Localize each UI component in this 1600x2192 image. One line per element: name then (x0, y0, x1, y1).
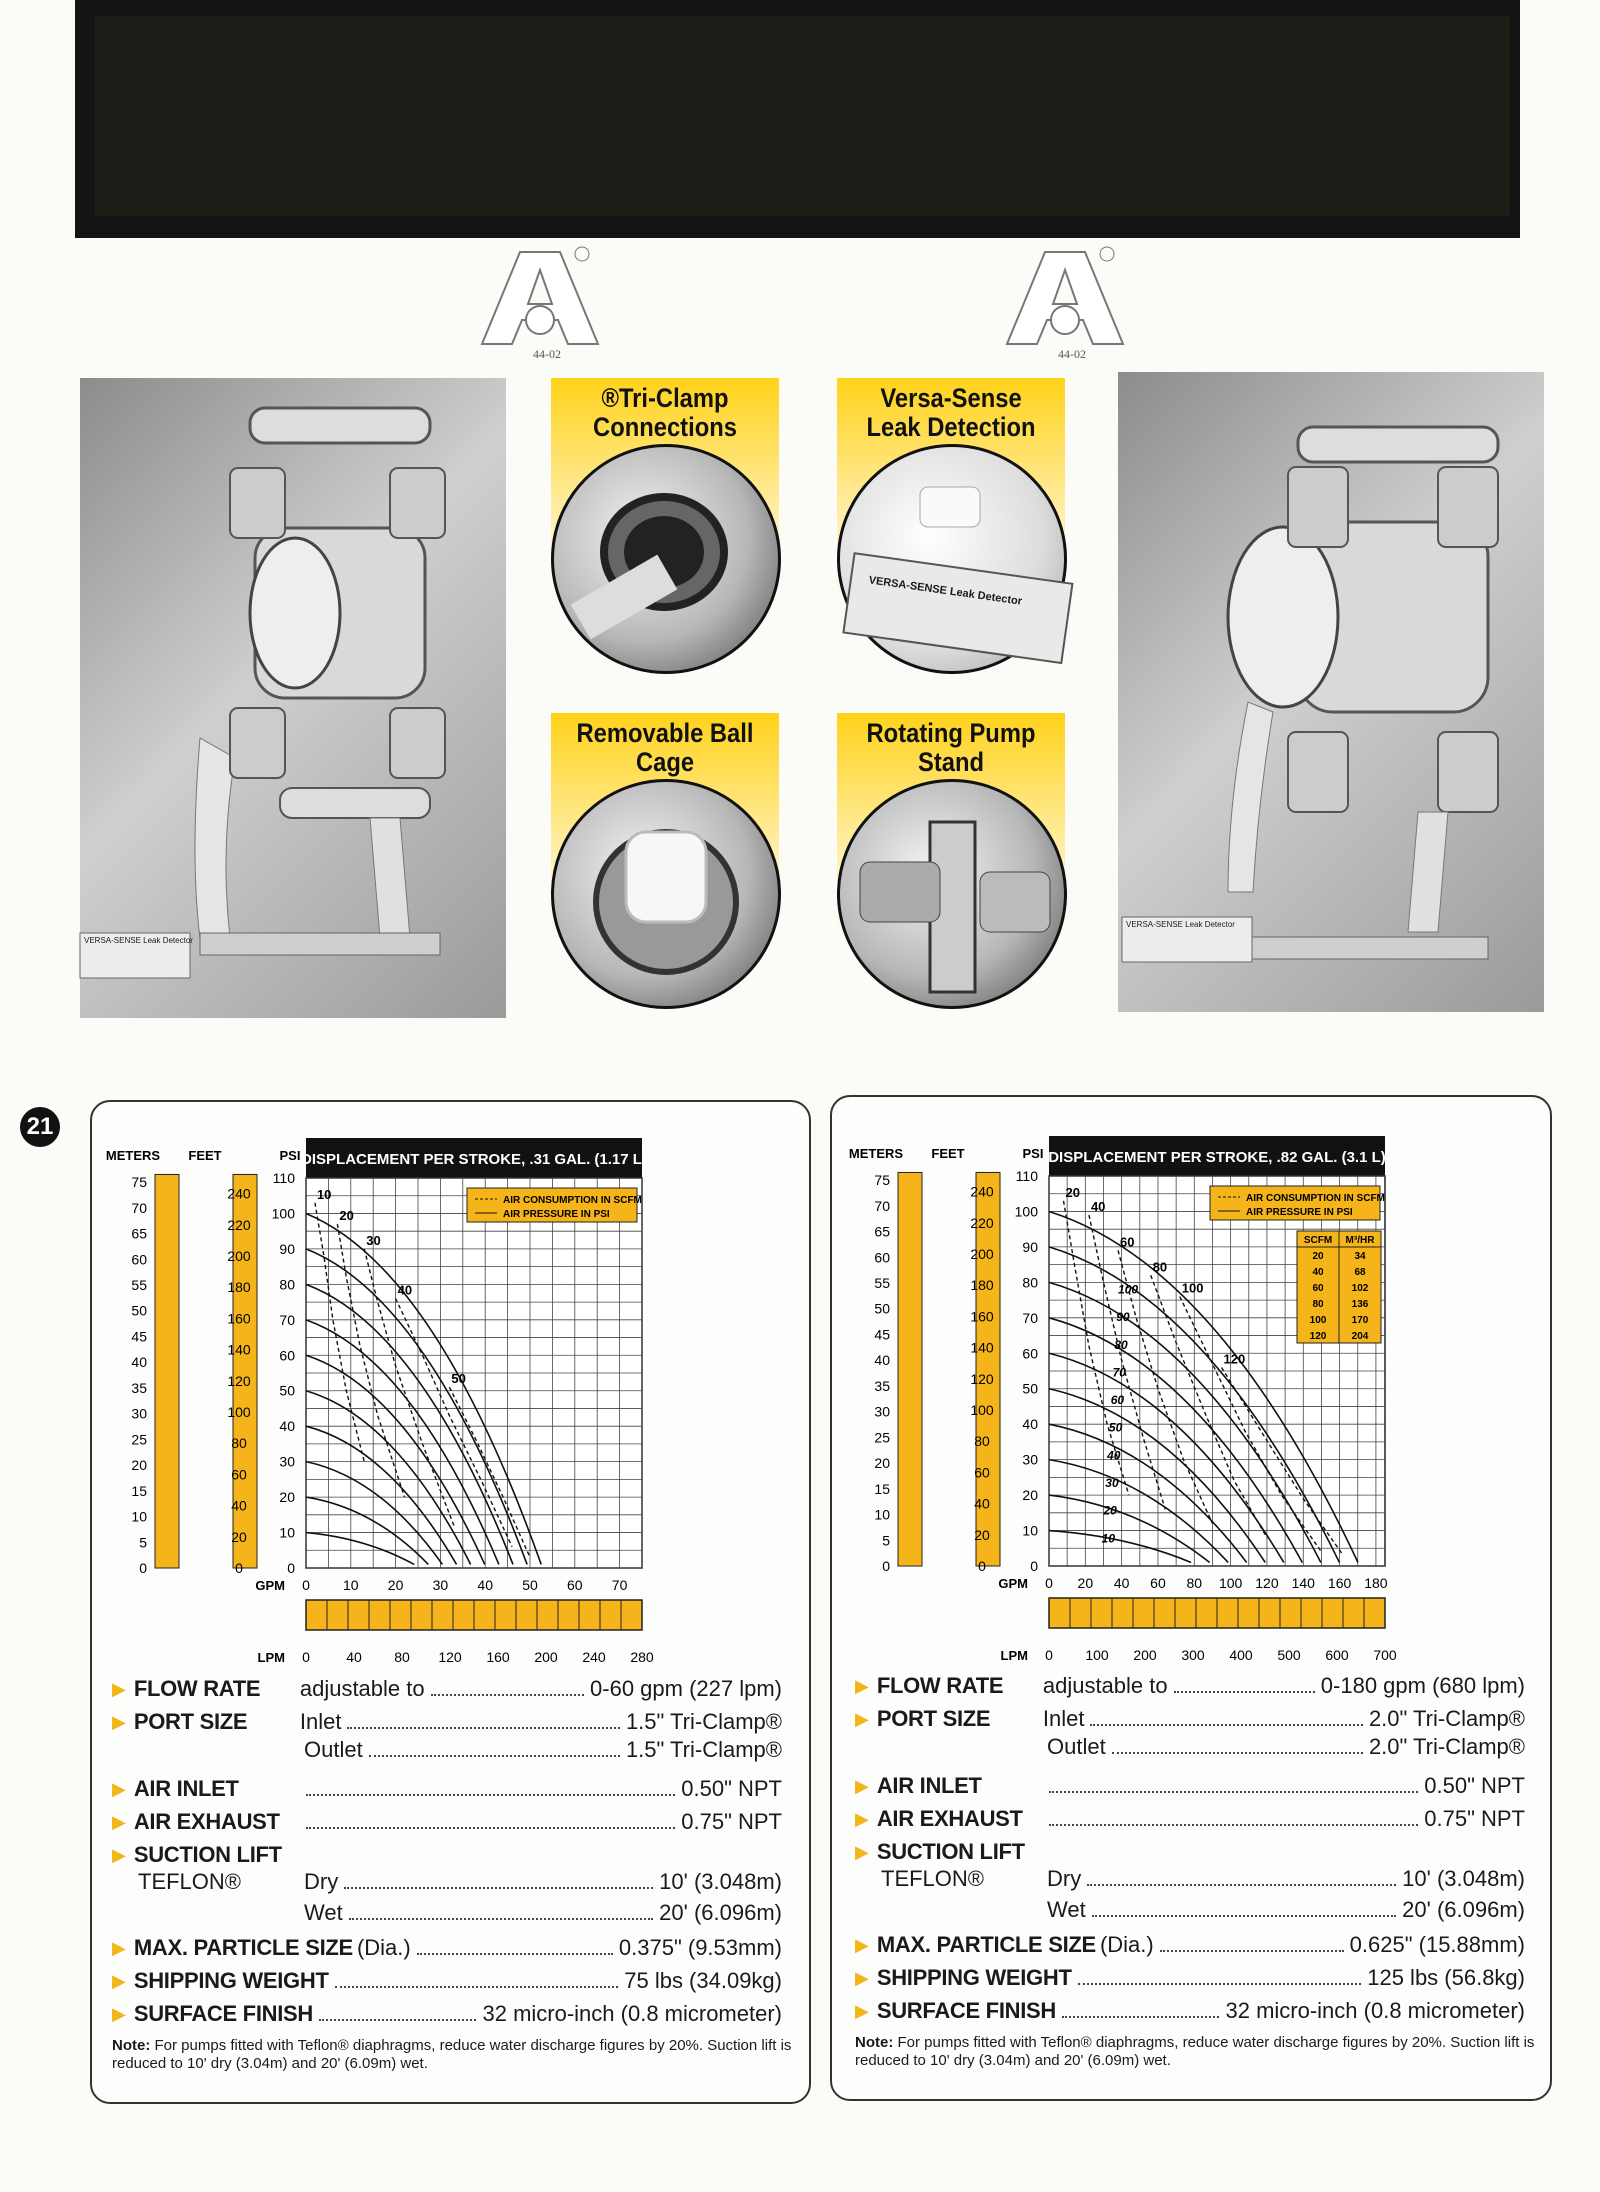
leak-detector-photo-icon (837, 444, 1067, 674)
psi-tick-label: 90 (1022, 1238, 1038, 1255)
pressure-curve-label: 50 (1108, 1420, 1123, 1435)
feet-tick-label: 80 (231, 1435, 247, 1452)
air-curve-label: 10 (316, 1186, 332, 1202)
feet-tick-label: 0 (235, 1560, 243, 1576)
y-axis-label: PSI (279, 1148, 301, 1163)
meters-scale-bar (155, 1174, 179, 1568)
meters-tick-label: 50 (874, 1300, 890, 1317)
air-curve-label: 30 (366, 1232, 381, 1248)
meters-tick-label: 70 (131, 1199, 147, 1216)
spec-label: AIR EXHAUST (876, 1806, 1023, 1831)
logo-code: 44-02 (533, 347, 561, 361)
note-text: For pumps fitted with Teflon® diaphragms, reduce water discharge figures by 20%. Suction lift is reduced to 10' dry (3.04m) and 20' (6.09m) wet. (112, 2037, 792, 2072)
spec-label: PORT SIZE (133, 1709, 248, 1734)
dot-leader (1092, 1915, 1396, 1917)
y-axis-label: FEET (931, 1146, 965, 1161)
meters-tick-label: 60 (131, 1251, 147, 1268)
x-tick-label: 0 (1045, 1575, 1053, 1591)
legend-item: AIR PRESSURE IN PSI (503, 1209, 610, 1220)
dot-leader (347, 1727, 620, 1729)
dot-leader (335, 1986, 619, 1988)
pump-stand-photo-icon (837, 779, 1067, 1009)
meters-tick-label: 40 (874, 1352, 890, 1369)
spec-value: 0.75" NPT (1424, 1806, 1525, 1831)
air-curve-label: 120 (1223, 1351, 1246, 1367)
meters-tick-label: 35 (131, 1379, 147, 1396)
x2-tick-label: 500 (1277, 1647, 1301, 1663)
spec-sublabel: Outlet (1047, 1734, 1106, 1759)
feet-tick-label: 100 (970, 1402, 994, 1418)
air-curve-label: 40 (1090, 1199, 1106, 1214)
psi-tick-label: 0 (287, 1560, 295, 1576)
x-tick-label: 180 (1364, 1575, 1388, 1591)
meters-tick-label: 75 (874, 1172, 890, 1189)
bullet-triangle-icon: ▶ (855, 1935, 869, 1955)
x-tick-label: 30 (432, 1577, 449, 1593)
bullet-triangle-icon: ▶ (855, 1809, 869, 1829)
note-text: For pumps fitted with Teflon® diaphragms, reduce water discharge figures by 20%. Suction lift is reduced to 10' dry (3.04m) and 20' (6.09m) wet. (855, 2034, 1535, 2069)
psi-tick-label: 100 (271, 1205, 295, 1222)
spec-sublabel: Inlet (299, 1709, 342, 1734)
feet-tick-label: 120 (970, 1370, 994, 1387)
x-tick-label: 40 (1113, 1575, 1130, 1591)
feature-title: Rotating Pump Stand (866, 718, 1036, 777)
feet-tick-label: 60 (974, 1464, 990, 1481)
meters-tick-label: 50 (131, 1302, 147, 1319)
feature-ball-cage (551, 713, 779, 1003)
feet-tick-label: 140 (970, 1339, 994, 1356)
feature-rotating-stand (837, 713, 1065, 1003)
psi-tick-label: 30 (1022, 1451, 1038, 1468)
psi-tick-label: 40 (1022, 1416, 1038, 1433)
spec-label: SURFACE FINISH (133, 2001, 313, 2026)
meters-tick-label: 70 (874, 1197, 890, 1214)
x-tick-label: 40 (477, 1577, 493, 1593)
x2-tick-label: 160 (486, 1649, 510, 1665)
dot-leader (1049, 1824, 1418, 1826)
pressure-curve-label: 90 (1116, 1310, 1130, 1325)
conversion-table-cell: 80 (1312, 1299, 1324, 1310)
3a-logo-left (470, 240, 610, 365)
psi-tick-label: 10 (279, 1524, 295, 1541)
psi-tick-label: 90 (279, 1240, 295, 1257)
psi-tick-label: 70 (1022, 1309, 1038, 1326)
y-axis-label: FEET (188, 1148, 222, 1163)
bullet-triangle-icon: ▶ (112, 1845, 126, 1865)
x-tick-label: 50 (522, 1577, 538, 1593)
conversion-table-cell: 136 (1351, 1299, 1369, 1310)
psi-tick-label: 80 (279, 1276, 295, 1293)
pressure-curve-label: 30 (1105, 1476, 1119, 1491)
x2-tick-label: 600 (1325, 1647, 1349, 1663)
legend-item: AIR CONSUMPTION IN SCFM (503, 1195, 642, 1206)
pressure-curve-label: 40 (1107, 1448, 1121, 1463)
x2-tick-label: 280 (630, 1649, 654, 1665)
feet-tick-label: 20 (231, 1528, 247, 1545)
3a-logo-right (995, 240, 1135, 365)
tri-clamp-photo-icon (551, 444, 781, 674)
meters-tick-label: 55 (131, 1277, 147, 1294)
spec-value: 0.75" NPT (681, 1809, 782, 1834)
x-tick-label: 60 (567, 1577, 583, 1593)
air-curve-label: 100 (1181, 1280, 1204, 1296)
x-tick-label: 160 (1327, 1575, 1352, 1591)
x-tick-label: 120 (1255, 1575, 1279, 1591)
dot-leader (1112, 1752, 1363, 1754)
bullet-triangle-icon: ▶ (855, 1842, 869, 1862)
spec-label: PORT SIZE (876, 1706, 991, 1731)
spec-sublabel: Inlet (1042, 1706, 1085, 1731)
spec-label: SUCTION LIFT (876, 1839, 1025, 1864)
air-curve-label: 20 (339, 1208, 354, 1224)
dot-leader (1087, 1884, 1396, 1886)
pressure-curve-label: 60 (1110, 1393, 1125, 1408)
dot-leader (1090, 1724, 1363, 1726)
spec-value: 0.50" NPT (1424, 1773, 1525, 1798)
psi-tick-label: 0 (1030, 1558, 1038, 1574)
dot-leader (431, 1694, 584, 1696)
spec-note (855, 2034, 1545, 2070)
pressure-curve-label: 20 (1103, 1503, 1117, 1518)
spec-sublabel: adjustable to (1042, 1673, 1168, 1698)
spec-label: SHIPPING WEIGHT (133, 1968, 329, 1993)
meters-tick-label: 65 (131, 1225, 147, 1242)
chart-title: DISPLACEMENT PER STROKE, .82 GAL. (3.1 L) (1048, 1149, 1386, 1166)
feet-tick-label: 240 (970, 1183, 994, 1200)
performance-chart-right (838, 1128, 1538, 1663)
conversion-table-header: SCFM (1303, 1235, 1333, 1246)
spec-value: 20' (6.096m) (1402, 1897, 1525, 1922)
feature-title: Removable Ball Cage (576, 718, 754, 777)
spec-label: AIR EXHAUST (133, 1809, 280, 1834)
note-label: Note: (855, 2034, 894, 2051)
meters-tick-label: 30 (874, 1403, 890, 1420)
meters-tick-label: 25 (131, 1431, 147, 1448)
meters-tick-label: 60 (874, 1249, 890, 1266)
psi-tick-label: 110 (272, 1170, 295, 1186)
feature-tri-clamp (551, 378, 779, 668)
feet-tick-label: 100 (227, 1404, 251, 1420)
feature-title: ®Tri-Clamp Connections (593, 383, 737, 442)
psi-tick-label: 100 (1014, 1203, 1038, 1220)
logo-code: 44-02 (1058, 347, 1086, 361)
x2-tick-label: 0 (1045, 1647, 1053, 1663)
x2-axis-label: LPM (1000, 1648, 1028, 1663)
leak-detector-label: VERSA-SENSE Leak Detector (1126, 920, 1235, 929)
pressure-curve-label: 70 (1112, 1365, 1126, 1380)
spec-sublabel: TEFLON® (881, 1866, 984, 1891)
bullet-triangle-icon: ▶ (855, 1776, 869, 1796)
spec-label: FLOW RATE (133, 1676, 261, 1701)
meters-tick-label: 20 (874, 1455, 890, 1472)
y-axis-label: METERS (848, 1146, 904, 1161)
feet-tick-label: 40 (231, 1497, 247, 1514)
x-tick-label: 70 (611, 1577, 628, 1593)
psi-tick-label: 40 (279, 1418, 295, 1435)
conversion-table-cell: 170 (1351, 1315, 1369, 1326)
dot-leader (1174, 1691, 1315, 1693)
feet-tick-label: 40 (974, 1495, 990, 1512)
x-tick-label: 100 (1218, 1575, 1243, 1591)
x2-tick-label: 0 (302, 1649, 310, 1665)
feature-versa-sense (837, 378, 1065, 668)
conversion-table-cell: 20 (1312, 1251, 1324, 1262)
x2-axis-label: LPM (257, 1650, 285, 1665)
spec-value: 125 lbs (56.8kg) (1367, 1965, 1525, 1990)
x-tick-label: 20 (387, 1577, 404, 1593)
spec-value: 0-180 gpm (680 lpm) (1320, 1673, 1525, 1698)
pressure-curve-label: 10 (1101, 1531, 1116, 1546)
air-curve-label: 80 (1152, 1259, 1168, 1275)
dot-leader (306, 1827, 675, 1829)
psi-tick-label: 20 (1022, 1487, 1038, 1504)
dot-leader (1049, 1791, 1418, 1793)
x-tick-label: 0 (302, 1577, 310, 1593)
dot-leader (1160, 1950, 1344, 1952)
x-axis-label: GPM (998, 1576, 1028, 1591)
x-axis-label: GPM (255, 1578, 285, 1593)
feet-tick-label: 80 (974, 1433, 990, 1450)
header-band (75, 0, 1520, 238)
pump-photo-left (80, 378, 506, 1018)
spec-label: FLOW RATE (876, 1673, 1004, 1698)
psi-tick-label: 110 (1015, 1168, 1038, 1184)
conversion-table-cell: 120 (1309, 1331, 1327, 1342)
spec-sublabel: Wet (304, 1900, 343, 1925)
performance-chart-left (95, 1130, 795, 1665)
feet-tick-label: 120 (227, 1372, 251, 1389)
dot-leader (349, 1918, 653, 1920)
x2-tick-label: 240 (582, 1649, 606, 1665)
y-axis-label: PSI (1022, 1146, 1044, 1161)
spec-value: 0.375" (9.53mm) (618, 1935, 782, 1960)
meters-tick-label: 65 (874, 1223, 890, 1240)
pressure-curve-label: 100 (1118, 1282, 1139, 1297)
leak-detector-label: VERSA-SENSE Leak Detector (84, 936, 193, 945)
bullet-triangle-icon: ▶ (112, 1812, 126, 1832)
spec-value: 2.0" Tri-Clamp® (1368, 1734, 1525, 1759)
meters-tick-label: 45 (131, 1328, 147, 1345)
x2-tick-label: 400 (1229, 1647, 1253, 1663)
meters-tick-label: 45 (874, 1326, 890, 1343)
dot-leader (344, 1887, 653, 1889)
meters-tick-label: 5 (882, 1532, 890, 1549)
psi-tick-label: 10 (1022, 1522, 1038, 1539)
meters-tick-label: 15 (131, 1482, 147, 1499)
meters-scale-bar (898, 1172, 922, 1566)
x2-tick-label: 120 (438, 1649, 462, 1665)
bullet-triangle-icon: ▶ (112, 1971, 126, 1991)
conversion-table-cell: 204 (1351, 1331, 1369, 1342)
spec-value: 0.625" (15.88mm) (1349, 1932, 1525, 1957)
conversion-table-cell: 68 (1354, 1267, 1366, 1278)
dot-leader (417, 1953, 613, 1955)
spec-sublabel: Outlet (304, 1737, 363, 1762)
feet-tick-label: 240 (227, 1185, 251, 1202)
dot-leader (319, 2019, 476, 2021)
x-tick-label: 20 (1077, 1575, 1094, 1591)
spec-label: MAX. PARTICLE SIZE (133, 1935, 353, 1960)
dot-leader (1062, 2016, 1219, 2018)
dot-leader (369, 1755, 620, 1757)
spec-sublabel: TEFLON® (138, 1869, 241, 1894)
spec-sublabel: Dry (304, 1869, 339, 1894)
spec-value: 20' (6.096m) (659, 1900, 782, 1925)
bullet-triangle-icon: ▶ (112, 1938, 126, 1958)
meters-tick-label: 75 (131, 1174, 147, 1191)
feet-tick-label: 20 (974, 1526, 990, 1543)
meters-tick-label: 30 (131, 1405, 147, 1422)
spec-value: 32 micro-inch (0.8 micrometer) (482, 2001, 782, 2026)
spec-label: AIR INLET (133, 1776, 239, 1801)
meters-tick-label: 35 (874, 1377, 890, 1394)
feet-tick-label: 0 (978, 1558, 986, 1574)
conversion-table-header: M³/HR (1345, 1235, 1375, 1246)
psi-tick-label: 70 (279, 1311, 295, 1328)
x-tick-label: 60 (1150, 1575, 1166, 1591)
x-tick-label: 140 (1291, 1575, 1315, 1591)
spec-value: 1.5" Tri-Clamp® (625, 1737, 782, 1762)
psi-tick-label: 60 (279, 1347, 295, 1364)
air-curve-label: 20 (1065, 1184, 1080, 1200)
conversion-table-cell: 102 (1351, 1283, 1369, 1294)
conversion-table-cell: 34 (1354, 1251, 1366, 1262)
spec-label: SUCTION LIFT (133, 1842, 282, 1867)
x2-tick-label: 40 (346, 1649, 362, 1665)
spec-label: AIR INLET (876, 1773, 982, 1798)
feet-tick-label: 200 (970, 1246, 994, 1262)
conversion-table-cell: 60 (1312, 1283, 1324, 1294)
spec-sublabel: adjustable to (299, 1676, 425, 1701)
air-curve-label: 50 (451, 1371, 466, 1387)
feature-title: Versa-Sense Leak Detection (866, 383, 1036, 442)
conversion-table-cell: 40 (1312, 1267, 1324, 1278)
y-axis-label: METERS (105, 1148, 161, 1163)
psi-tick-label: 80 (1022, 1274, 1038, 1291)
spec-value: 32 micro-inch (0.8 micrometer) (1225, 1998, 1525, 2023)
x2-tick-label: 100 (1085, 1647, 1109, 1663)
page-number: 21 (20, 1107, 60, 1147)
spec-note (112, 2037, 802, 2073)
feet-tick-label: 200 (227, 1248, 251, 1264)
pump-photo-right (1118, 372, 1544, 1012)
bullet-triangle-icon: ▶ (855, 1968, 869, 1988)
psi-tick-label: 60 (1022, 1345, 1038, 1362)
spec-value: 75 lbs (34.09kg) (624, 1968, 782, 1993)
spec-value: 1.5" Tri-Clamp® (625, 1709, 782, 1734)
air-curve-label: 60 (1120, 1234, 1135, 1250)
x2-tick-label: 200 (1133, 1647, 1157, 1663)
bullet-triangle-icon: ▶ (112, 1779, 126, 1799)
psi-tick-label: 50 (279, 1382, 295, 1399)
spec-label: MAX. PARTICLE SIZE (876, 1932, 1096, 1957)
meters-tick-label: 15 (874, 1480, 890, 1497)
meters-tick-label: 0 (882, 1558, 890, 1574)
device-label: VERSA-SENSE Leak Detector (867, 574, 1023, 608)
feet-tick-label: 180 (227, 1279, 251, 1296)
conversion-table-cell: 100 (1309, 1315, 1327, 1326)
legend-item: AIR CONSUMPTION IN SCFM (1246, 1193, 1385, 1204)
bullet-triangle-icon: ▶ (855, 2001, 869, 2021)
feet-tick-label: 140 (227, 1341, 251, 1358)
bullet-triangle-icon: ▶ (855, 1709, 869, 1729)
meters-tick-label: 55 (874, 1275, 890, 1292)
spec-label: SHIPPING WEIGHT (876, 1965, 1072, 1990)
spec-label: SURFACE FINISH (876, 1998, 1056, 2023)
feet-tick-label: 180 (970, 1277, 994, 1294)
spec-sublabel: (Dia.) (356, 1935, 411, 1960)
meters-tick-label: 0 (139, 1560, 147, 1576)
pressure-curve-label: 80 (1114, 1337, 1128, 1352)
meters-tick-label: 10 (131, 1508, 147, 1525)
bullet-triangle-icon: ▶ (112, 2004, 126, 2024)
x2-tick-label: 200 (534, 1649, 558, 1665)
meters-tick-label: 10 (874, 1506, 890, 1523)
dot-leader (1078, 1983, 1362, 1985)
psi-tick-label: 20 (279, 1489, 295, 1506)
spec-sublabel: Dry (1047, 1866, 1082, 1891)
meters-tick-label: 20 (131, 1457, 147, 1474)
spec-value: 2.0" Tri-Clamp® (1368, 1706, 1525, 1731)
spec-value: 10' (3.048m) (1402, 1866, 1525, 1891)
x2-tick-label: 300 (1181, 1647, 1205, 1663)
chart-title: DISPLACEMENT PER STROKE, .31 GAL. (1.17 L) (301, 1151, 647, 1168)
meters-tick-label: 25 (874, 1429, 890, 1446)
bullet-triangle-icon: ▶ (855, 1676, 869, 1696)
spec-value: 10' (3.048m) (659, 1869, 782, 1894)
spec-sublabel: Wet (1047, 1897, 1086, 1922)
spec-value: 0-60 gpm (227 lpm) (590, 1676, 782, 1701)
x2-tick-label: 700 (1373, 1647, 1397, 1663)
feet-tick-label: 220 (227, 1216, 251, 1233)
x-tick-label: 10 (343, 1577, 359, 1593)
dot-leader (306, 1794, 675, 1796)
bullet-triangle-icon: ▶ (112, 1679, 126, 1699)
feet-tick-label: 160 (970, 1308, 994, 1325)
psi-tick-label: 30 (279, 1453, 295, 1470)
meters-tick-label: 5 (139, 1534, 147, 1551)
feet-tick-label: 60 (231, 1466, 247, 1483)
spec-sublabel: (Dia.) (1099, 1932, 1154, 1957)
air-curve-label: 40 (397, 1282, 413, 1298)
psi-tick-label: 50 (1022, 1380, 1038, 1397)
spec-value: 0.50" NPT (681, 1776, 782, 1801)
bullet-triangle-icon: ▶ (112, 1712, 126, 1732)
x-tick-label: 80 (1186, 1575, 1203, 1591)
feet-tick-label: 160 (227, 1310, 251, 1327)
meters-tick-label: 40 (131, 1354, 147, 1371)
legend-item: AIR PRESSURE IN PSI (1246, 1207, 1353, 1218)
feet-tick-label: 220 (970, 1214, 994, 1231)
x2-tick-label: 80 (394, 1649, 410, 1665)
note-label: Note: (112, 2037, 151, 2054)
ball-cage-photo-icon (551, 779, 781, 1009)
